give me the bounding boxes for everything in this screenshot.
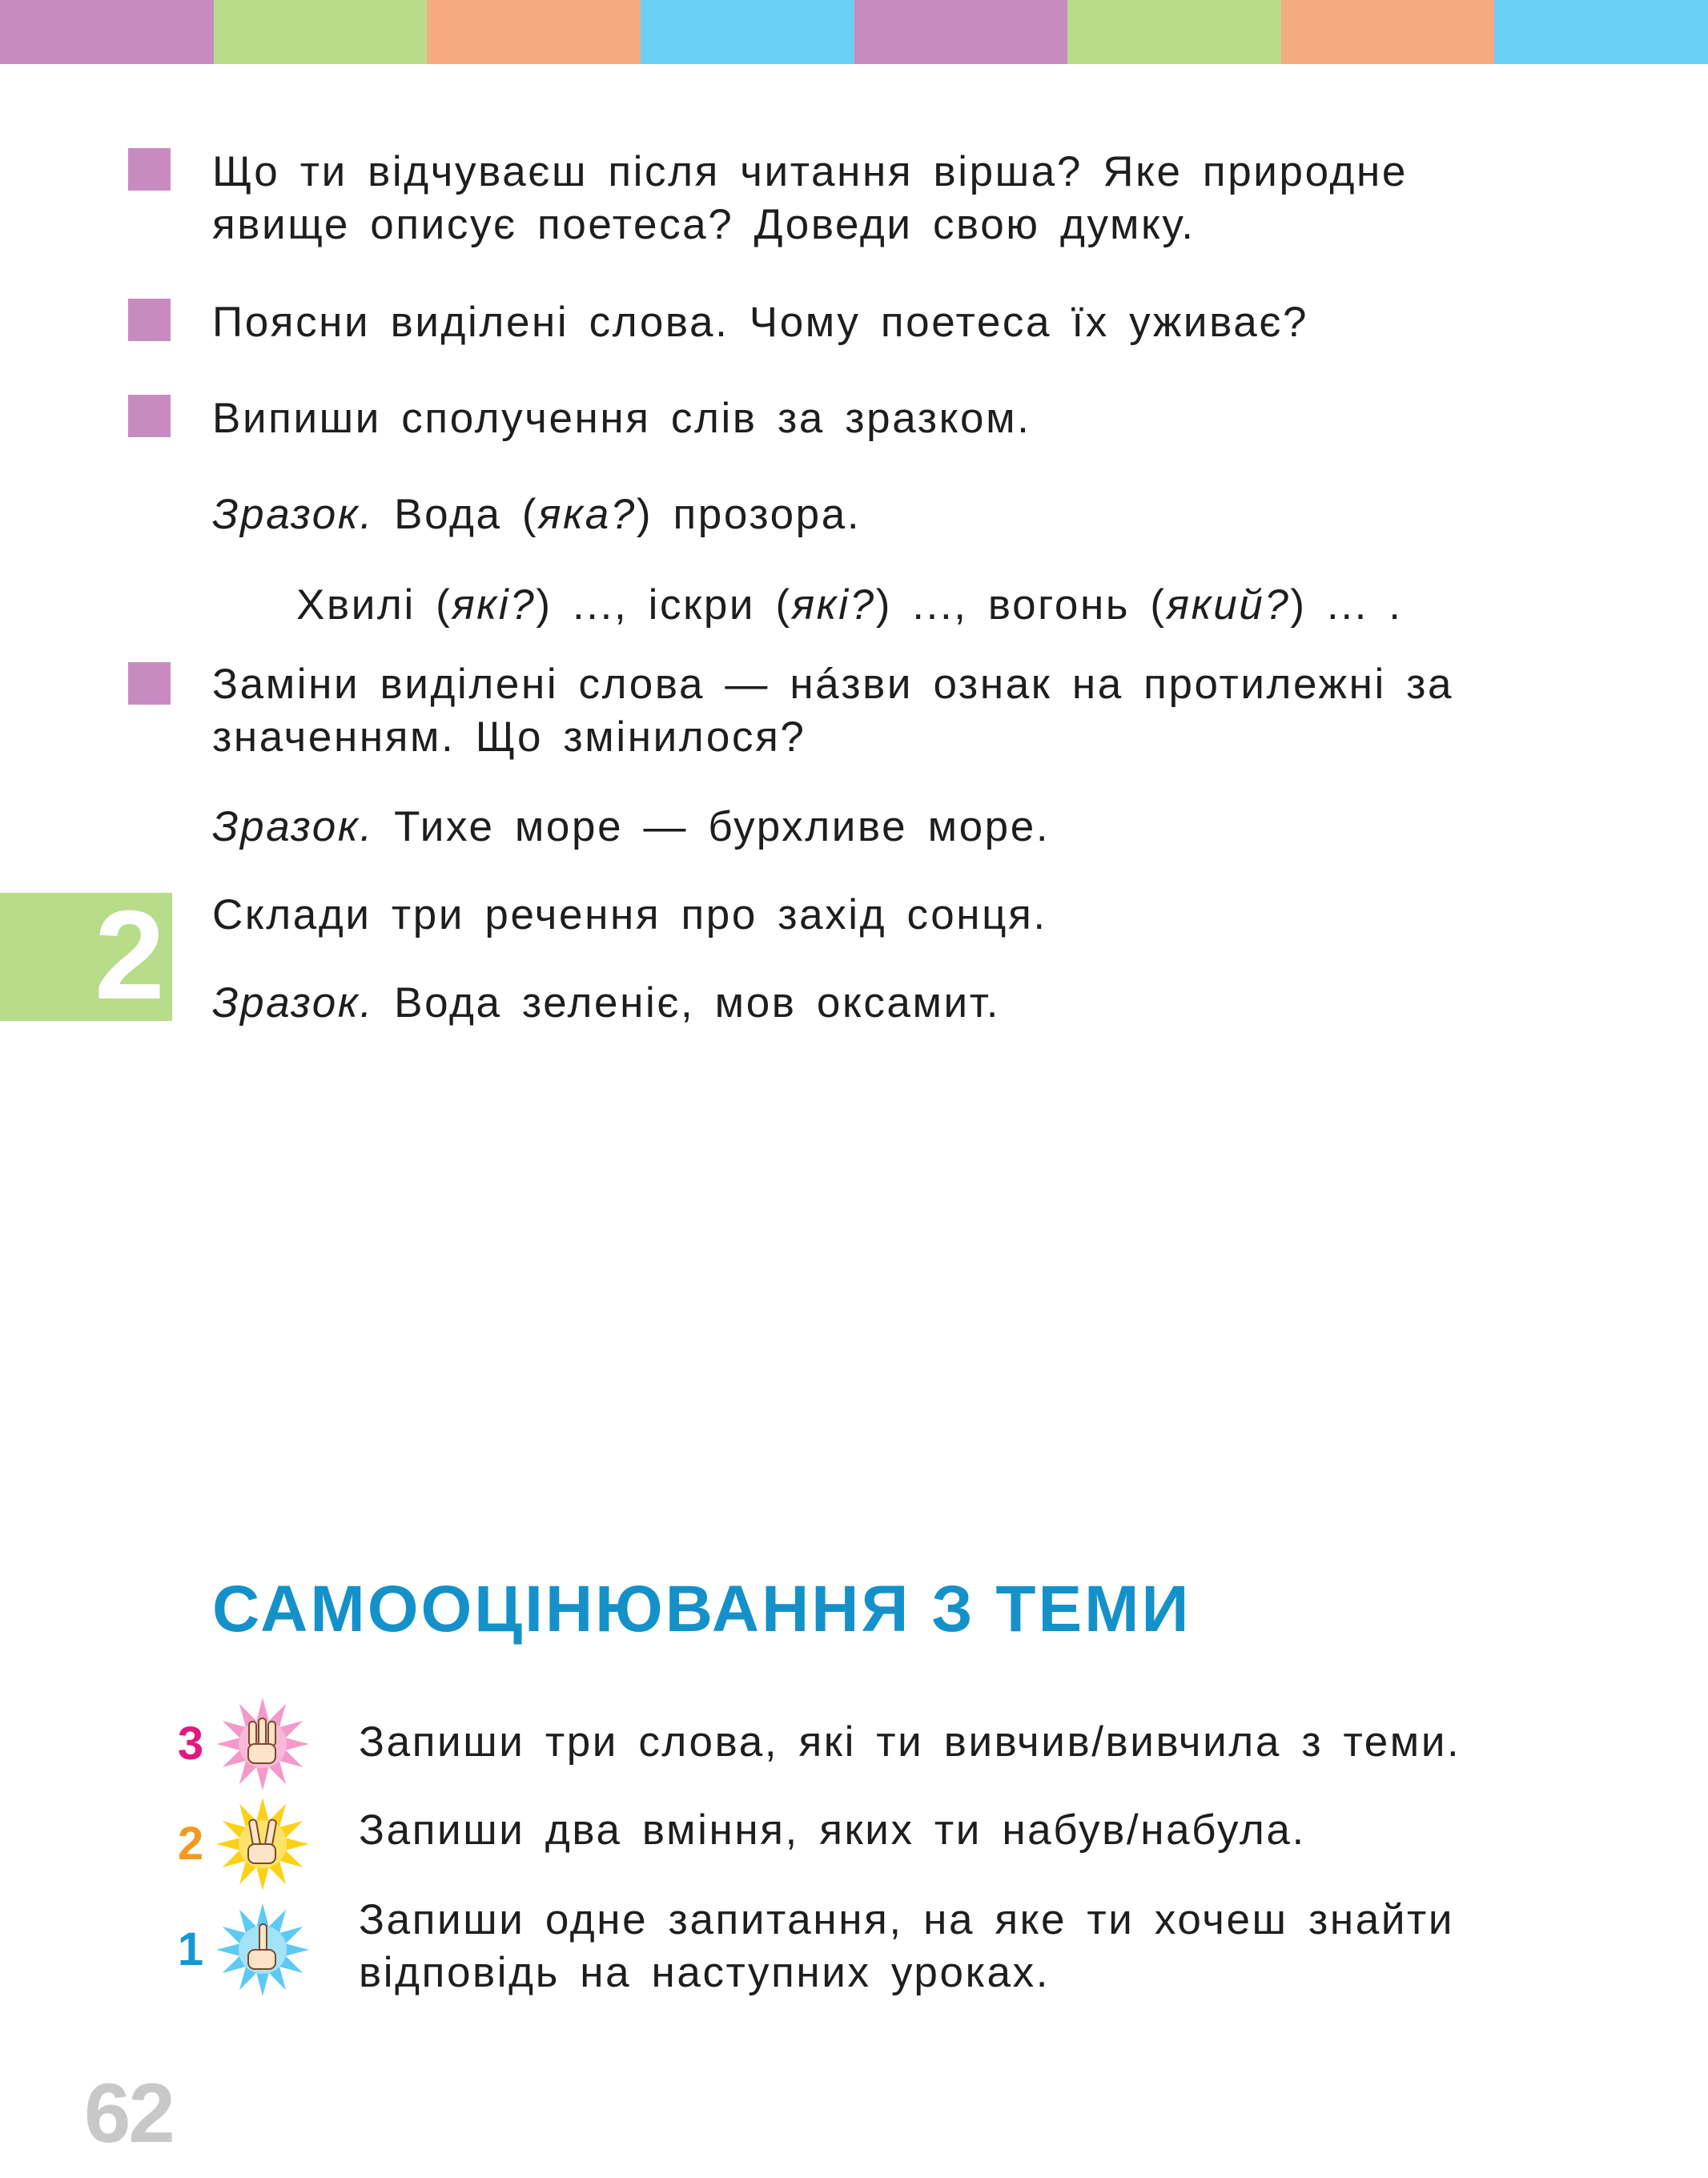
task-3-row [296,579,1403,632]
top-bar-segment [1281,0,1495,64]
task-4-line-2: значенням. Що змінилося? [212,713,806,761]
blue-flower-one-finger-icon [215,1902,311,1998]
exercise-number-badge [0,885,172,1026]
rating-number: 3 [177,1718,204,1770]
self-assessment-item-2: Запиши два вміння, яких ти набув/набула. [359,1806,1306,1854]
top-bar-segment [641,0,854,64]
task-3-line-1: Випиши сполучення слів за зразком. [212,395,1031,442]
row-question: які? [791,581,876,629]
row-text: Хвилі ( [296,581,452,629]
row-question: які? [452,581,537,629]
self-assessment-item-1-line-2: відповідь на наступних уроках. [359,1949,1051,1996]
row-question: який? [1166,581,1291,629]
task-4-sample [212,801,1050,854]
pink-flower-three-fingers-icon [215,1696,311,1792]
top-bar-segment [1067,0,1281,64]
rating-number: 1 [177,1923,204,1975]
sample-text: Вода ( [373,491,539,538]
task-1-line-2: явище описує поетеса? Доведи свою думку. [212,201,1196,248]
task-bullet [128,662,171,705]
sample-text: ) прозора. [636,491,862,538]
top-bar-segment [427,0,641,64]
task-bullet [128,148,171,191]
task-4-line-1: Заміни виділені слова — нáзви ознак на протилежні за [212,661,1454,708]
task-bullet [128,395,171,437]
page-number: 62 [84,2067,173,2160]
sample-label: Зразок. [212,979,374,1027]
sample-label: Зразок. [212,803,374,850]
exercise-2-sample [212,977,1000,1030]
self-assessment-item-3: Запиши три слова, які ти вивчив/вивчила з теми. [359,1718,1461,1766]
self-assessment-title: САМООЦІНЮВАННЯ З ТЕМИ [212,1573,1192,1646]
sample-text: Вода зеленіє, мов оксамит. [373,979,1001,1027]
top-bar-segment [214,0,428,64]
yellow-flower-two-fingers-icon [215,1796,311,1892]
row-text: ) ..., іскри ( [536,581,792,629]
task-3-sample [212,488,861,541]
rating-number: 2 [177,1818,204,1870]
exercise-2-line-1: Склади три речення про захід сонця. [212,891,1047,938]
task-2-line-1: Поясни виділені слова. Чому поетеса їх уживає? [212,299,1309,346]
top-color-bar [0,0,1708,64]
sample-label: Зразок. [212,491,374,538]
self-assessment-item-1-line-1: Запиши одне запитання, на яке ти хочеш знайти [359,1896,1455,1943]
exercise-number: 2 [94,885,165,1026]
task-bullet [128,299,171,341]
row-text: ) ..., вогонь ( [875,581,1167,629]
row-text: ) ... . [1290,581,1403,629]
top-bar-segment [0,0,214,64]
task-1-line-1: Що ти відчуваєш після читання вірша? Яке природне [212,148,1408,195]
sample-question: яка? [538,491,637,538]
top-bar-segment [1494,0,1708,64]
sample-text: Тихе море — бурхливе море. [373,803,1051,850]
top-bar-segment [854,0,1068,64]
